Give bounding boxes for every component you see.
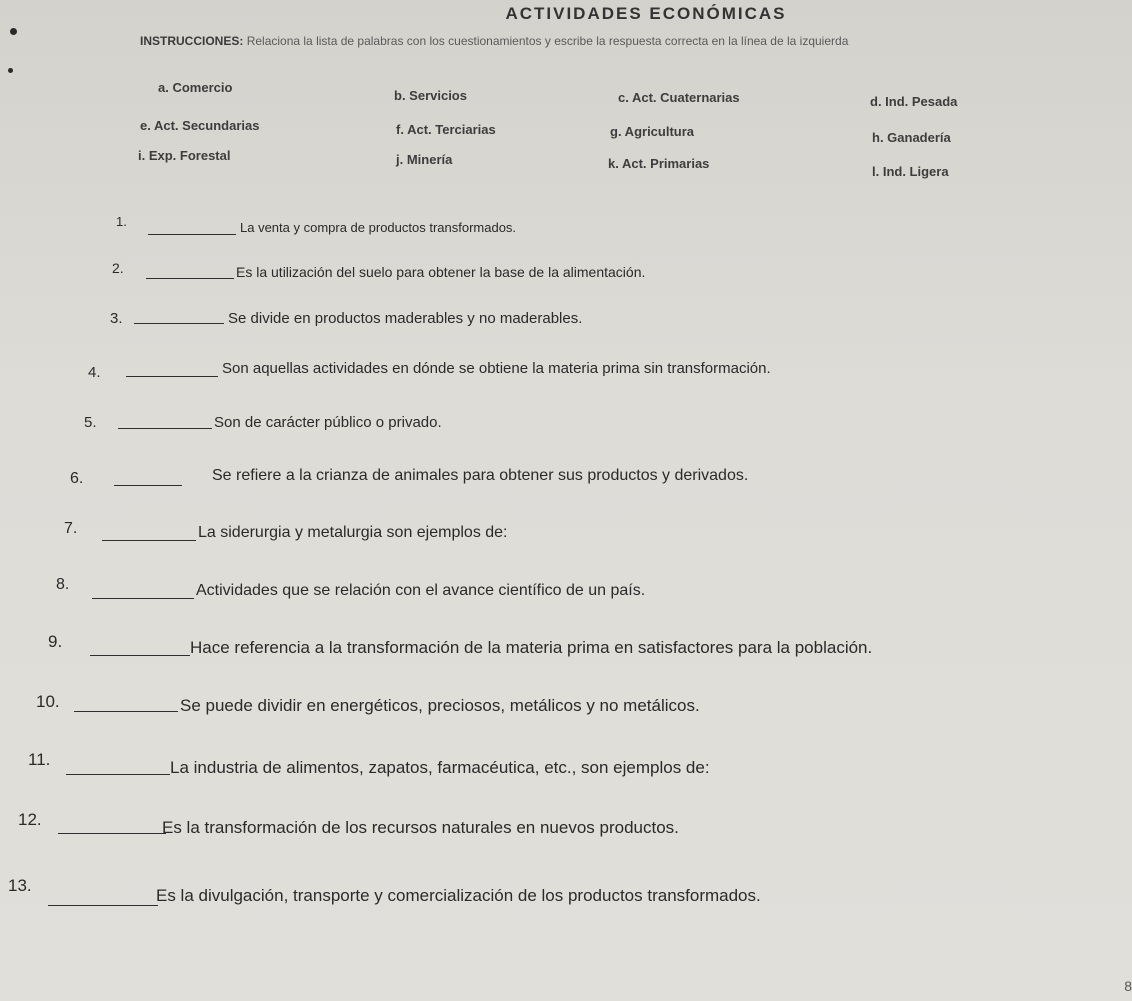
- question-text: Se puede dividir en energéticos, preciosos, metálicos y no metálicos.: [180, 696, 700, 715]
- question-number: 10.: [36, 692, 60, 711]
- instructions-lead: INSTRUCCIONES:: [140, 34, 244, 48]
- question-number: 4.: [88, 364, 101, 381]
- option-g: g. Agricultura: [610, 124, 695, 139]
- question-text: La industria de alimentos, zapatos, farmacéutica, etc., son ejemplos de:: [170, 758, 710, 777]
- instructions: [140, 34, 1120, 49]
- question-text: Son de carácter público o privado.: [214, 414, 442, 431]
- answer-blank[interactable]: [118, 428, 212, 429]
- answer-blank[interactable]: [74, 711, 178, 712]
- question-number: 9.: [48, 632, 63, 651]
- answer-blank[interactable]: [148, 234, 236, 235]
- binder-hole-bottom: [8, 68, 13, 73]
- question-text: Es la transformación de los recursos naturales en nuevos productos.: [162, 818, 679, 837]
- answer-blank[interactable]: [114, 485, 182, 486]
- question-number: 7.: [64, 520, 78, 537]
- question-text: La siderurgia y metalurgia son ejemplos de:: [198, 524, 508, 541]
- option-d: d. Ind. Pesada: [870, 94, 958, 109]
- option-i: i. Exp. Forestal: [138, 148, 231, 163]
- option-l: l. Ind. Ligera: [872, 164, 949, 179]
- question-text: La venta y compra de productos transformados.: [240, 220, 517, 235]
- answer-blank[interactable]: [58, 833, 166, 834]
- page-number: 8: [1124, 978, 1132, 994]
- option-f: f. Act. Terciarias: [396, 122, 496, 137]
- question-text: Es la utilización del suelo para obtener la base de la alimentación.: [236, 264, 646, 280]
- answer-blank[interactable]: [48, 905, 158, 906]
- question-number: 11.: [28, 750, 51, 769]
- question-number: 1.: [116, 214, 127, 229]
- question-number: 5.: [84, 414, 97, 431]
- answer-blank[interactable]: [92, 598, 194, 599]
- option-h: h. Ganadería: [872, 130, 951, 145]
- instructions-text: Relaciona la lista de palabras con los cuestionamientos y escribe la respuesta correcta en la línea de la izquierda: [246, 34, 849, 48]
- option-c: c. Act. Cuaternarias: [618, 90, 740, 105]
- answer-blank[interactable]: [126, 376, 218, 377]
- question-text: Son aquellas actividades en dónde se obtiene la materia prima sin transformación.: [222, 360, 771, 377]
- option-a: a. Comercio: [158, 80, 233, 95]
- question-number: 8.: [56, 576, 70, 593]
- question-number: 3.: [110, 310, 123, 327]
- option-e: e. Act. Secundarias: [140, 118, 260, 133]
- question-text: Se refiere a la crianza de animales para obtener sus productos y derivados.: [212, 467, 749, 484]
- answer-blank[interactable]: [66, 774, 170, 775]
- question-number: 6.: [70, 470, 84, 487]
- answer-blank[interactable]: [102, 540, 196, 541]
- answer-blank[interactable]: [90, 655, 190, 656]
- question-number: 13.: [8, 876, 32, 895]
- option-k: k. Act. Primarias: [608, 156, 710, 171]
- question-text: Actividades que se relación con el avance científico de un país.: [196, 582, 646, 599]
- option-b: b. Servicios: [394, 88, 467, 103]
- answer-blank[interactable]: [146, 278, 234, 279]
- question-text: Hace referencia a la transformación de la materia prima en satisfactores para la población.: [190, 638, 873, 657]
- answer-blank[interactable]: [134, 323, 224, 324]
- binder-hole-top: [10, 28, 17, 35]
- option-j: j. Minería: [396, 152, 453, 167]
- page-title: ACTIVIDADES ECONÓMICAS: [505, 4, 787, 23]
- question-number: 2.: [112, 260, 124, 276]
- question-text: Es la divulgación, transporte y comercialización de los productos transformados.: [156, 886, 761, 905]
- question-number: 12.: [18, 810, 42, 829]
- question-text: Se divide en productos maderables y no maderables.: [228, 310, 583, 327]
